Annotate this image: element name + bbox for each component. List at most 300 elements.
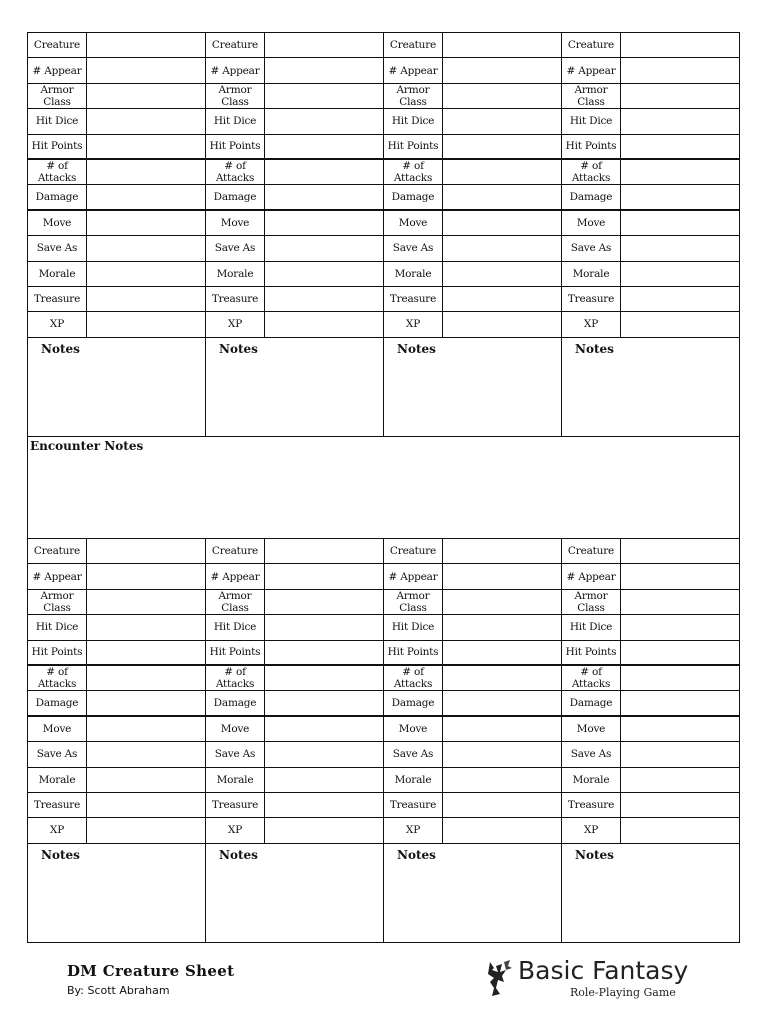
stat-value-field[interactable] xyxy=(87,641,205,664)
stat-label: Hit Points xyxy=(206,641,265,664)
stat-label: Hit Dice xyxy=(384,615,443,639)
stat-row xyxy=(562,768,739,793)
stat-row xyxy=(28,287,205,312)
stat-row xyxy=(206,312,383,337)
stat-label: Creature xyxy=(384,539,443,563)
stat-label: XP xyxy=(384,312,443,336)
stat-row xyxy=(384,33,561,58)
stat-value-field[interactable] xyxy=(443,236,561,260)
stat-row xyxy=(28,641,205,666)
stat-label: Hit Points xyxy=(562,641,621,664)
stat-label: # of Attacks xyxy=(384,160,443,184)
stat-row xyxy=(206,818,383,843)
creature-column xyxy=(561,539,739,942)
stat-row xyxy=(384,818,561,843)
stat-value-field[interactable] xyxy=(621,818,739,842)
creature-column xyxy=(561,33,739,436)
stat-row xyxy=(384,135,561,160)
stat-row xyxy=(28,135,205,160)
creature-column xyxy=(205,539,383,942)
stat-label: Morale xyxy=(562,768,621,792)
stat-label: Move xyxy=(206,717,265,741)
stat-label: Hit Dice xyxy=(562,109,621,133)
creature-column xyxy=(28,539,205,942)
stat-value-field[interactable] xyxy=(265,287,383,311)
stat-value-field[interactable] xyxy=(621,768,739,792)
stat-label: Treasure xyxy=(206,793,265,817)
stat-row xyxy=(384,287,561,312)
stat-value-field[interactable] xyxy=(621,262,739,286)
stat-row xyxy=(384,211,561,236)
stat-value-field[interactable] xyxy=(443,615,561,639)
encounter-notes-area[interactable] xyxy=(27,437,740,538)
stat-row xyxy=(206,262,383,287)
stat-label: XP xyxy=(28,818,87,842)
stat-row xyxy=(28,590,205,615)
stat-value-field[interactable] xyxy=(265,262,383,286)
stat-label: Move xyxy=(562,717,621,741)
creature-column xyxy=(383,33,561,436)
stat-value-field[interactable] xyxy=(443,539,561,563)
stat-label: # Appear xyxy=(562,564,621,588)
stat-value-field[interactable] xyxy=(87,84,205,108)
stat-row xyxy=(28,109,205,134)
stat-row xyxy=(206,287,383,312)
stat-label: Hit Points xyxy=(28,135,87,158)
stat-row xyxy=(206,160,383,185)
stat-row xyxy=(28,84,205,109)
stat-value-field[interactable] xyxy=(87,135,205,158)
stat-label: Treasure xyxy=(384,287,443,311)
notes-field[interactable] xyxy=(28,844,205,942)
stat-label: Creature xyxy=(206,539,265,563)
stat-value-field[interactable] xyxy=(621,312,739,336)
stat-value-field[interactable] xyxy=(443,312,561,336)
stat-label: Save As xyxy=(206,742,265,766)
stat-label: Move xyxy=(28,717,87,741)
stat-row xyxy=(384,58,561,83)
stat-value-field[interactable] xyxy=(265,615,383,639)
stat-label: Armor Class xyxy=(562,590,621,614)
stat-label: Armor Class xyxy=(384,84,443,108)
stat-value-field[interactable] xyxy=(87,590,205,614)
stat-value-field[interactable] xyxy=(87,564,205,588)
stat-label: Save As xyxy=(384,236,443,260)
stat-value-field[interactable] xyxy=(87,109,205,133)
notes-field[interactable] xyxy=(206,844,383,942)
stat-value-field[interactable] xyxy=(443,58,561,82)
stat-value-field[interactable] xyxy=(87,615,205,639)
stat-label: XP xyxy=(562,312,621,336)
stat-value-field[interactable] xyxy=(443,262,561,286)
stat-label: Creature xyxy=(28,33,87,57)
stat-row xyxy=(384,539,561,564)
stat-label: Hit Points xyxy=(562,135,621,158)
stat-row xyxy=(206,717,383,742)
basic-fantasy-logo xyxy=(484,956,704,1004)
stat-value-field[interactable] xyxy=(621,691,739,714)
stat-label: Save As xyxy=(206,236,265,260)
stat-row xyxy=(562,564,739,589)
stat-label: Save As xyxy=(562,742,621,766)
stat-value-field[interactable] xyxy=(621,564,739,588)
stat-label: # of Attacks xyxy=(206,666,265,690)
stat-row xyxy=(562,717,739,742)
stat-row xyxy=(206,742,383,767)
notes-label: Notes xyxy=(41,341,80,356)
stat-label: Morale xyxy=(206,768,265,792)
stat-value-field[interactable] xyxy=(443,135,561,158)
stat-row xyxy=(28,236,205,261)
notes-field[interactable] xyxy=(28,338,205,436)
sheet-title: DM Creature Sheet xyxy=(67,962,235,980)
stat-label: Treasure xyxy=(384,793,443,817)
stat-row xyxy=(206,84,383,109)
author-credit: By: Scott Abraham xyxy=(67,984,170,997)
stat-value-field[interactable] xyxy=(443,717,561,741)
stat-row xyxy=(384,185,561,210)
stat-label: Move xyxy=(206,211,265,235)
stat-row xyxy=(28,768,205,793)
stat-row xyxy=(28,717,205,742)
stat-row xyxy=(562,793,739,818)
stat-row xyxy=(384,590,561,615)
stat-value-field[interactable] xyxy=(621,84,739,108)
stat-row xyxy=(562,109,739,134)
stat-row xyxy=(206,33,383,58)
stat-label: Move xyxy=(28,211,87,235)
stat-label: Damage xyxy=(206,185,265,208)
stat-row xyxy=(206,236,383,261)
stat-value-field[interactable] xyxy=(621,666,739,690)
stat-value-field[interactable] xyxy=(443,160,561,184)
stat-value-field[interactable] xyxy=(87,717,205,741)
stat-value-field[interactable] xyxy=(621,58,739,82)
stat-row xyxy=(206,109,383,134)
stat-value-field[interactable] xyxy=(265,211,383,235)
stat-row xyxy=(28,185,205,210)
stat-label: Hit Points xyxy=(28,641,87,664)
stat-label: XP xyxy=(562,818,621,842)
stat-value-field[interactable] xyxy=(265,742,383,766)
creature-column xyxy=(28,33,205,436)
stat-value-field[interactable] xyxy=(443,641,561,664)
notes-field[interactable] xyxy=(562,338,739,436)
stat-row xyxy=(562,742,739,767)
stat-value-field[interactable] xyxy=(265,717,383,741)
stat-value-field[interactable] xyxy=(621,211,739,235)
stat-value-field[interactable] xyxy=(265,666,383,690)
stat-value-field[interactable] xyxy=(87,236,205,260)
notes-label: Notes xyxy=(397,847,436,862)
stat-label: Treasure xyxy=(562,793,621,817)
stat-label: Hit Points xyxy=(384,641,443,664)
stat-value-field[interactable] xyxy=(87,185,205,208)
stat-row xyxy=(384,742,561,767)
stat-label: Armor Class xyxy=(384,590,443,614)
stat-label: Save As xyxy=(28,742,87,766)
creature-block-top xyxy=(27,32,740,437)
stat-value-field[interactable] xyxy=(87,742,205,766)
notes-label: Notes xyxy=(575,341,614,356)
stat-value-field[interactable] xyxy=(621,236,739,260)
stat-label: Move xyxy=(384,717,443,741)
stat-row xyxy=(28,539,205,564)
stat-value-field[interactable] xyxy=(443,590,561,614)
stat-value-field[interactable] xyxy=(443,742,561,766)
stat-value-field[interactable] xyxy=(87,793,205,817)
stat-value-field[interactable] xyxy=(265,641,383,664)
stat-row xyxy=(206,185,383,210)
stat-row xyxy=(28,564,205,589)
stat-row xyxy=(562,33,739,58)
stat-value-field[interactable] xyxy=(443,33,561,57)
stat-value-field[interactable] xyxy=(621,615,739,639)
stat-value-field[interactable] xyxy=(87,160,205,184)
stat-row xyxy=(28,793,205,818)
notes-label: Notes xyxy=(41,847,80,862)
stat-row xyxy=(206,691,383,716)
stat-row xyxy=(384,768,561,793)
stat-value-field[interactable] xyxy=(443,691,561,714)
stat-value-field[interactable] xyxy=(265,185,383,208)
stat-value-field[interactable] xyxy=(265,539,383,563)
stat-value-field[interactable] xyxy=(443,818,561,842)
stat-label: Morale xyxy=(28,262,87,286)
stat-row xyxy=(28,666,205,691)
stat-label: Creature xyxy=(206,33,265,57)
stat-row xyxy=(384,641,561,666)
stat-value-field[interactable] xyxy=(265,793,383,817)
stat-label: Armor Class xyxy=(206,590,265,614)
stat-label: # of Attacks xyxy=(28,666,87,690)
stat-label: Treasure xyxy=(562,287,621,311)
stat-label: # of Attacks xyxy=(562,666,621,690)
stat-value-field[interactable] xyxy=(265,818,383,842)
stat-row xyxy=(384,312,561,337)
stat-label: # Appear xyxy=(206,58,265,82)
stat-value-field[interactable] xyxy=(621,641,739,664)
stat-value-field[interactable] xyxy=(443,793,561,817)
stat-value-field[interactable] xyxy=(265,160,383,184)
stat-value-field[interactable] xyxy=(87,312,205,336)
stat-label: Damage xyxy=(28,185,87,208)
creature-column xyxy=(205,33,383,436)
stat-label: Hit Dice xyxy=(562,615,621,639)
stat-row xyxy=(28,58,205,83)
stat-value-field[interactable] xyxy=(87,539,205,563)
stat-value-field[interactable] xyxy=(621,135,739,158)
stat-label: Morale xyxy=(384,262,443,286)
stat-row xyxy=(206,58,383,83)
stat-label: Hit Points xyxy=(206,135,265,158)
stat-label: # Appear xyxy=(562,58,621,82)
encounter-notes-label: Encounter Notes xyxy=(30,439,144,453)
stat-row xyxy=(562,666,739,691)
stat-value-field[interactable] xyxy=(621,793,739,817)
stat-label: XP xyxy=(28,312,87,336)
stat-row xyxy=(206,768,383,793)
stat-value-field[interactable] xyxy=(265,691,383,714)
stat-label: Save As xyxy=(562,236,621,260)
stat-value-field[interactable] xyxy=(443,84,561,108)
stat-label: Armor Class xyxy=(28,84,87,108)
stat-row xyxy=(562,312,739,337)
stat-label: Treasure xyxy=(28,287,87,311)
stat-label: # Appear xyxy=(28,58,87,82)
stat-label: Damage xyxy=(28,691,87,714)
stat-label: Save As xyxy=(384,742,443,766)
stat-label: # Appear xyxy=(384,58,443,82)
stat-label: Creature xyxy=(562,539,621,563)
stat-row xyxy=(206,135,383,160)
stat-label: XP xyxy=(206,312,265,336)
stat-row xyxy=(206,590,383,615)
stat-value-field[interactable] xyxy=(621,742,739,766)
stat-value-field[interactable] xyxy=(87,287,205,311)
stat-row xyxy=(28,312,205,337)
stat-value-field[interactable] xyxy=(87,211,205,235)
stat-row xyxy=(206,564,383,589)
stat-row xyxy=(384,717,561,742)
stat-label: Hit Dice xyxy=(28,615,87,639)
stat-label: Move xyxy=(562,211,621,235)
stat-label: Morale xyxy=(562,262,621,286)
stat-row xyxy=(384,236,561,261)
stat-row xyxy=(206,666,383,691)
stat-value-field[interactable] xyxy=(265,135,383,158)
logo-sub-text: Role-Playing Game xyxy=(570,986,676,999)
stat-row xyxy=(206,641,383,666)
stat-value-field[interactable] xyxy=(443,768,561,792)
stat-label: Move xyxy=(384,211,443,235)
stat-row xyxy=(562,287,739,312)
stat-value-field[interactable] xyxy=(265,84,383,108)
stat-value-field[interactable] xyxy=(265,590,383,614)
stat-row xyxy=(562,211,739,236)
stat-value-field[interactable] xyxy=(443,564,561,588)
notes-field[interactable] xyxy=(384,338,561,436)
stat-value-field[interactable] xyxy=(87,818,205,842)
stat-value-field[interactable] xyxy=(621,539,739,563)
stat-label: # Appear xyxy=(206,564,265,588)
stat-value-field[interactable] xyxy=(87,58,205,82)
stat-label: Treasure xyxy=(28,793,87,817)
stat-value-field[interactable] xyxy=(621,287,739,311)
stat-value-field[interactable] xyxy=(621,109,739,133)
stat-row xyxy=(206,615,383,640)
stat-row xyxy=(562,58,739,83)
stat-value-field[interactable] xyxy=(265,768,383,792)
notes-label: Notes xyxy=(575,847,614,862)
stat-label: Damage xyxy=(384,185,443,208)
stat-label: Hit Points xyxy=(384,135,443,158)
stat-label: Creature xyxy=(562,33,621,57)
stat-label: # of Attacks xyxy=(206,160,265,184)
stat-row xyxy=(384,691,561,716)
stat-row xyxy=(206,211,383,236)
stat-row xyxy=(562,84,739,109)
stat-value-field[interactable] xyxy=(621,33,739,57)
stat-value-field[interactable] xyxy=(443,211,561,235)
stat-label: Hit Dice xyxy=(384,109,443,133)
stat-label: Armor Class xyxy=(562,84,621,108)
stat-row xyxy=(28,211,205,236)
stat-label: Damage xyxy=(206,691,265,714)
notes-field[interactable] xyxy=(384,844,561,942)
stat-label: Armor Class xyxy=(28,590,87,614)
stat-row xyxy=(562,185,739,210)
stat-row xyxy=(28,742,205,767)
stat-label: # of Attacks xyxy=(562,160,621,184)
stat-value-field[interactable] xyxy=(621,160,739,184)
stat-row xyxy=(28,262,205,287)
stat-value-field[interactable] xyxy=(621,590,739,614)
stat-label: Creature xyxy=(384,33,443,57)
stat-row xyxy=(28,160,205,185)
stat-value-field[interactable] xyxy=(621,185,739,208)
dragon-icon xyxy=(484,958,514,998)
stat-row xyxy=(384,793,561,818)
stat-label: Hit Dice xyxy=(28,109,87,133)
notes-field[interactable] xyxy=(206,338,383,436)
stat-value-field[interactable] xyxy=(87,262,205,286)
stat-value-field[interactable] xyxy=(87,33,205,57)
stat-label: Hit Dice xyxy=(206,109,265,133)
stat-value-field[interactable] xyxy=(443,109,561,133)
stat-value-field[interactable] xyxy=(265,109,383,133)
stat-row xyxy=(562,615,739,640)
stat-value-field[interactable] xyxy=(443,666,561,690)
stat-row xyxy=(28,615,205,640)
creature-column xyxy=(383,539,561,942)
stat-value-field[interactable] xyxy=(265,312,383,336)
stat-row xyxy=(562,262,739,287)
stat-value-field[interactable] xyxy=(443,287,561,311)
notes-field[interactable] xyxy=(562,844,739,942)
stat-row xyxy=(562,590,739,615)
stat-row xyxy=(384,615,561,640)
stat-value-field[interactable] xyxy=(265,564,383,588)
notes-label: Notes xyxy=(219,847,258,862)
stat-value-field[interactable] xyxy=(621,717,739,741)
stat-value-field[interactable] xyxy=(265,58,383,82)
stat-row xyxy=(562,539,739,564)
stat-value-field[interactable] xyxy=(265,236,383,260)
stat-row xyxy=(562,818,739,843)
stat-label: Morale xyxy=(28,768,87,792)
stat-row xyxy=(384,564,561,589)
stat-value-field[interactable] xyxy=(265,33,383,57)
stat-label: XP xyxy=(384,818,443,842)
stat-row xyxy=(562,236,739,261)
stat-row xyxy=(562,641,739,666)
stat-value-field[interactable] xyxy=(87,768,205,792)
stat-value-field[interactable] xyxy=(443,185,561,208)
stat-value-field[interactable] xyxy=(87,666,205,690)
stat-row xyxy=(562,135,739,160)
stat-label: Morale xyxy=(206,262,265,286)
stat-value-field[interactable] xyxy=(87,691,205,714)
notes-label: Notes xyxy=(397,341,436,356)
stat-row xyxy=(384,666,561,691)
stat-row xyxy=(384,262,561,287)
stat-row xyxy=(206,539,383,564)
stat-label: # Appear xyxy=(384,564,443,588)
stat-row xyxy=(384,84,561,109)
logo-main-text: Basic Fantasy xyxy=(518,956,689,985)
stat-label: Treasure xyxy=(206,287,265,311)
